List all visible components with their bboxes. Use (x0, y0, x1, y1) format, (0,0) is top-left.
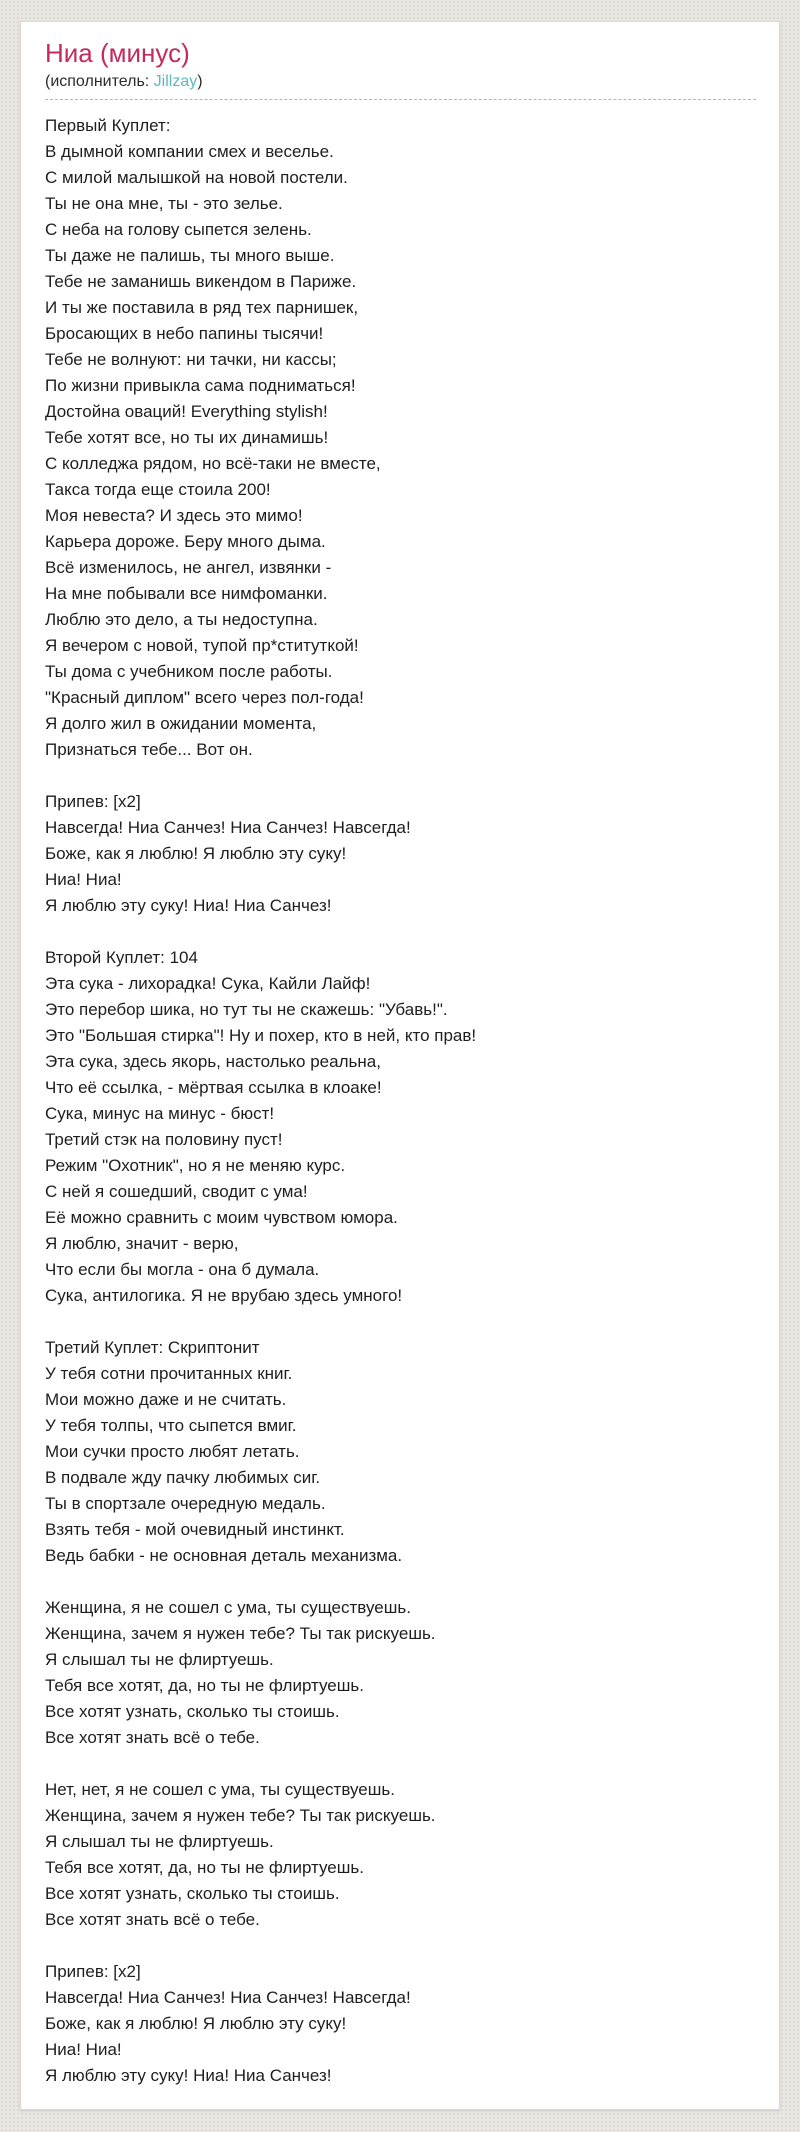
lyric-line: Мои можно даже и не считать. (45, 1390, 287, 1409)
stanza (45, 945, 756, 1309)
lyric-line: У тебя толпы, что сыпется вмиг. (45, 1416, 297, 1435)
lyric-line: Ведь бабки - не основная деталь механизма. (45, 1546, 403, 1565)
lyric-line: Ниа! Ниа! (45, 2040, 122, 2059)
lyric-line: В дымной компании смех и веселье. (45, 142, 334, 161)
stanza (45, 113, 756, 763)
lyric-line: Взять тебя - мой очевидный инстинкт. (45, 1520, 345, 1539)
lyric-line: Тебе не волнуют: ни тачки, ни кассы; (45, 350, 337, 369)
lyric-line: Тебя все хотят, да, но ты не флиртуешь. (45, 1676, 364, 1695)
lyric-line: Это "Большая стирка"! Ну и похер, кто в ней, кто прав! (45, 1026, 477, 1045)
lyric-line: Мои сучки просто любят летать. (45, 1442, 300, 1461)
lyric-line: Все хотят знать всё о тебе. (45, 1728, 260, 1747)
lyric-line: Женщина, я не сошел с ума, ты существуешь. (45, 1598, 411, 1617)
lyric-line: Тебе хотят все, но ты их динамишь! (45, 428, 329, 447)
artist-label: (исполнитель: (45, 73, 150, 90)
lyric-line: Ты в спортзале очередную медаль. (45, 1494, 326, 1513)
lyric-line: Признаться тебе... Вот он. (45, 740, 253, 759)
stanza (45, 789, 756, 919)
page-title: Ниа (минус) (45, 38, 190, 68)
lyric-line: Эта сука, здесь якорь, настолько реальна, (45, 1052, 381, 1071)
lyric-line: Бросающих в небо папины тысячи! (45, 324, 324, 343)
lyric-line: Боже, как я люблю! Я люблю эту суку! (45, 2014, 347, 2033)
lyric-line: Первый Куплет: (45, 116, 171, 135)
lyric-line: Все хотят узнать, сколько ты стоишь. (45, 1702, 340, 1721)
song-header (45, 38, 756, 100)
lyric-line: Я люблю эту суку! Ниа! Ниа Санчез! (45, 2066, 332, 2085)
lyric-line: Третий стэк на половину пуст! (45, 1130, 283, 1149)
lyric-line: Люблю это дело, а ты недоступна. (45, 610, 318, 629)
stanza (45, 1777, 756, 1933)
artist-link[interactable]: Jillzay (153, 73, 198, 90)
lyric-line: Навсегда! Ниа Санчез! Ниа Санчез! Навсегда! (45, 818, 411, 837)
lyric-line: Все хотят узнать, сколько ты стоишь. (45, 1884, 340, 1903)
lyric-line: Я слышал ты не флиртуешь. (45, 1650, 274, 1669)
lyric-line: Что если бы могла - она б думала. (45, 1260, 320, 1279)
lyric-line: Я долго жил в ожидании момента, (45, 714, 317, 733)
lyric-line: Это перебор шика, но тут ты не скажешь: "Убавь!". (45, 1000, 448, 1019)
lyric-line: Ты дома с учебником после работы. (45, 662, 333, 681)
lyric-line: Припев: [x2] (45, 1962, 141, 1981)
lyrics-body (45, 113, 756, 2089)
lyric-line: Тебя все хотят, да, но ты не флиртуешь. (45, 1858, 364, 1877)
lyric-line: Ты даже не палишь, ты много выше. (45, 246, 335, 265)
lyrics-card (20, 21, 780, 2110)
lyric-line: На мне побывали все нимфоманки. (45, 584, 328, 603)
lyric-line: Моя невеста? И здесь это мимо! (45, 506, 303, 525)
lyric-line: Ты не она мне, ты - это зелье. (45, 194, 283, 213)
lyric-line: С милой малышкой на новой постели. (45, 168, 348, 187)
lyric-line: Женщина, зачем я нужен тебе? Ты так рискуешь. (45, 1806, 436, 1825)
artist-label-close: ) (197, 73, 203, 90)
lyric-line: У тебя сотни прочитанных книг. (45, 1364, 293, 1383)
artist-row (45, 71, 756, 92)
lyric-line: Сука, минус на минус - бюст! (45, 1104, 275, 1123)
lyric-line: Ниа! Ниа! (45, 870, 122, 889)
lyric-line: Я вечером с новой, тупой пр*ституткой! (45, 636, 359, 655)
lyric-line: Все хотят знать всё о тебе. (45, 1910, 260, 1929)
lyric-line: С неба на голову сыпется зелень. (45, 220, 312, 239)
lyric-line: Боже, как я люблю! Я люблю эту суку! (45, 844, 347, 863)
lyric-line: Тебе не заманишь викендом в Париже. (45, 272, 357, 291)
lyric-line: С ней я сошедший, сводит с ума! (45, 1182, 308, 1201)
lyric-line: С колледжа рядом, но всё-таки не вместе, (45, 454, 381, 473)
lyric-line: Такса тогда еще стоила 200! (45, 480, 271, 499)
lyric-line: И ты же поставила в ряд тех парнишек, (45, 298, 359, 317)
lyric-line: Эта сука - лихорадка! Сука, Кайли Лайф! (45, 974, 371, 993)
lyric-line: Достойна оваций! Everything stylish! (45, 402, 328, 421)
lyric-line: Навсегда! Ниа Санчез! Ниа Санчез! Навсегда! (45, 1988, 411, 2007)
lyric-line: Женщина, зачем я нужен тебе? Ты так рискуешь. (45, 1624, 436, 1643)
lyric-line: Её можно сравнить с моим чувством юмора. (45, 1208, 398, 1227)
lyric-line: Карьера дороже. Беру много дыма. (45, 532, 326, 551)
stanza (45, 1335, 756, 1569)
stanza (45, 1959, 756, 2089)
lyric-line: По жизни привыкла сама подниматься! (45, 376, 356, 395)
lyric-line: "Красный диплом" всего через пол-года! (45, 688, 364, 707)
lyric-line: Третий Куплет: Скриптонит (45, 1338, 260, 1357)
lyric-line: Я слышал ты не флиртуешь. (45, 1832, 274, 1851)
lyric-line: Что её ссылка, - мёртвая ссылка в клоаке! (45, 1078, 382, 1097)
lyric-line: Всё изменилось, не ангел, извянки - (45, 558, 332, 577)
lyric-line: Я люблю, значит - верю, (45, 1234, 239, 1253)
lyric-line: Я люблю эту суку! Ниа! Ниа Санчез! (45, 896, 332, 915)
lyric-line: В подвале жду пачку любимых сиг. (45, 1468, 321, 1487)
stanza (45, 1595, 756, 1751)
lyric-line: Второй Куплет: 104 (45, 948, 198, 967)
lyric-line: Нет, нет, я не сошел с ума, ты существуешь. (45, 1780, 395, 1799)
lyric-line: Припев: [x2] (45, 792, 141, 811)
lyric-line: Сука, антилогика. Я не врубаю здесь умного! (45, 1286, 403, 1305)
lyric-line: Режим "Охотник", но я не меняю курс. (45, 1156, 346, 1175)
